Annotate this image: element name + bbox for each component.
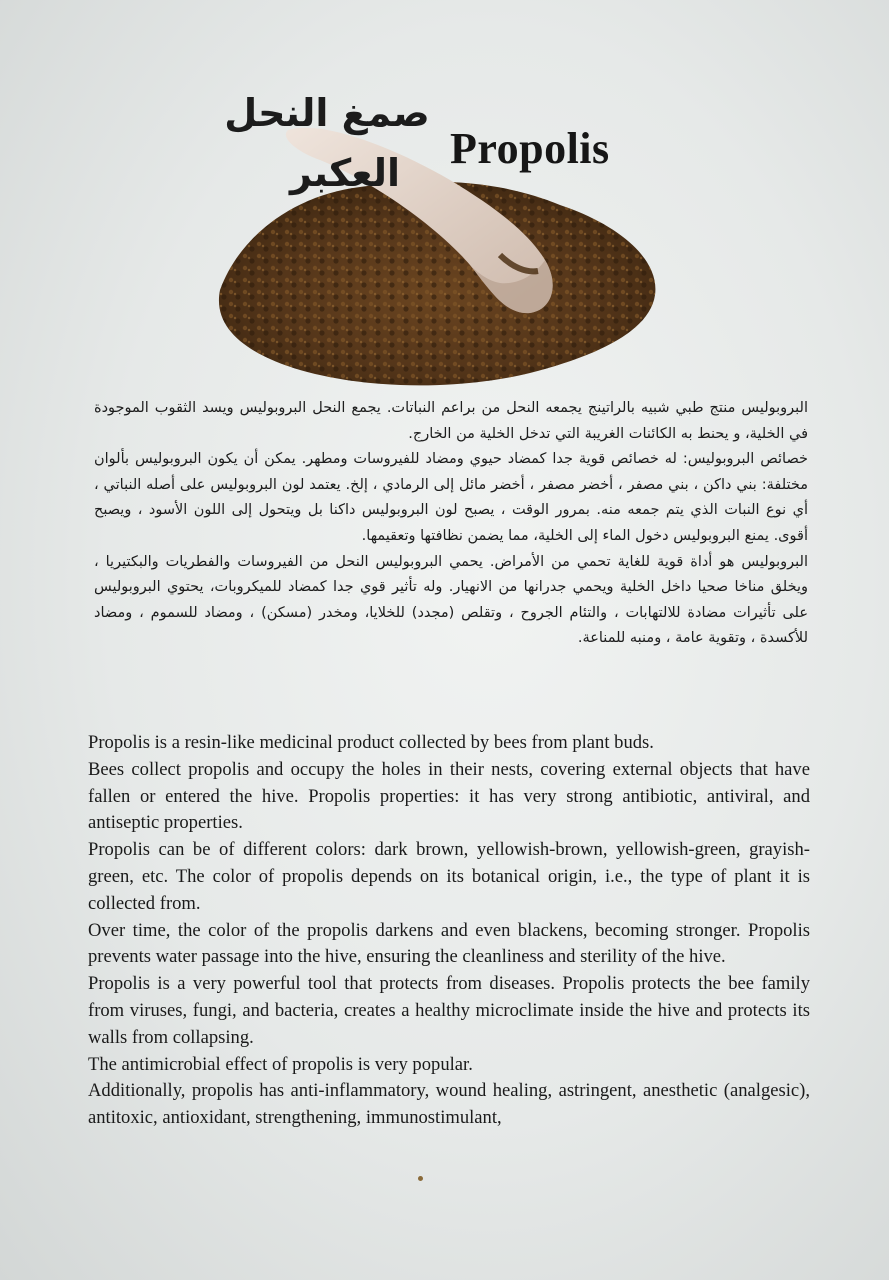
- english-paragraph: Propolis is a resin-like medicinal product collected by bees from plant buds.: [88, 732, 654, 753]
- english-paragraph: Propolis is a very powerful tool that protects from diseases. Propolis protects the bee family from viruses, fungi, and bacteria, creates a healthy microclimate inside the hive and protects its walls from collapsing.: [88, 973, 810, 1048]
- arabic-paragraph: البروبوليس هو أداة قوية للغاية تحمي من الأمراض. يحمي البروبوليس النحل من الفيروسات والفطريات والبكتيريا ، ويخلق مناخا صحيا داخل الخلية ويحمي جدرانها من الانهيار. وله تأثير قوي جدا كمضاد للميكروبات، يحتوي البروبوليس على تأثيرات مضادة للالتهابات ، والتئام الجروح ، وتقلص (مجدد) للخلايا، ومخدر (مسكن) ، ومضاد للسموم ، ومضاد للأكسدة ، وتقوية عامة ، ومنبه للمناعة.: [94, 553, 808, 647]
- propolis-title: Propolis: [450, 124, 610, 173]
- paper-speck: [418, 1176, 423, 1181]
- arabic-title-line2: العكبر: [290, 151, 400, 195]
- english-paragraph: Bees collect propolis and occupy the holes in their nests, covering external objects that have fallen or entered the hive. Propolis properties: it has very strong antibiotic, antiviral, and antiseptic properties.: [88, 758, 810, 834]
- english-paragraph: Propolis can be of different colors: dark brown, yellowish-brown, yellowish-green, grayish-green, etc. The color of propolis depends on its botanical origin, i.e., the type of plant it is collected from.: [88, 839, 810, 914]
- arabic-description: [94, 396, 808, 652]
- hero-header: [200, 85, 680, 395]
- arabic-paragraph: خصائص البروبوليس: له خصائص قوية جدا كمضاد حيوي ومضاد للفيروسات ومطهر. يمكن أن يكون البروبوليس بألوان مختلفة: بني داكن ، بني مصفر ، أخضر مصفر ، أخضر مائل إلى الرمادي ، إلخ. يعتمد لون البروبوليس على أصله النباتي ، أي نوع النبات الذي يتم جمعه منه. بمرور الوقت ، يصبح لون البروبوليس داكنا بل ويتحول إلى اللون الأسود ، ويصبح أقوى. يمنع البروبوليس دخول الماء إلى الخلية، مما يضمن نظافتها وتعقيمها.: [94, 451, 808, 544]
- english-paragraph: Over time, the color of the propolis darkens and even blackens, becoming stronger. Propolis prevents water passage into the hive, ensuring the cleanliness and sterility of the hive.: [88, 919, 810, 968]
- english-description: [88, 730, 810, 1132]
- english-paragraph: The antimicrobial effect of propolis is very popular.: [88, 1053, 473, 1075]
- arabic-title-line1: صمغ النحل: [224, 91, 430, 135]
- english-paragraph: Additionally, propolis has anti-inflammatory, wound healing, astringent, anesthetic (analgesic), antitoxic, antioxidant, strengthening, immunostimulant,: [88, 1080, 810, 1129]
- arabic-paragraph: البروبوليس منتج طبي شبيه بالراتينج يجمعه النحل من براعم النباتات. يجمع النحل البروبوليس ويسد الثقوب الموجودة في الخلية، و يحنط به الكائنات الغريبة التي تدخل الخلية من الخارج.: [94, 400, 808, 442]
